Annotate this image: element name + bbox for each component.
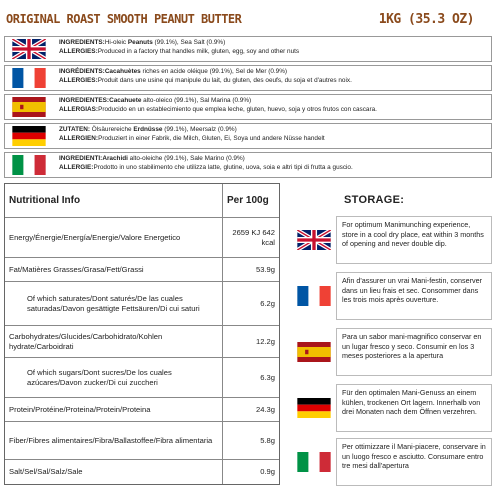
table-row: Of which sugars/Dont sucres/De los cuales azúcares/Davon zucker/Di cui zuccheri 6.3g	[5, 358, 279, 398]
ingredients-line: INGREDIENTES:Cacahuete alto-oleico (99.1%), Sal Marina (0.9%)	[59, 97, 252, 104]
allergies-line: ALLERGIES:Produit dans une usine qui manipule du lait, du gluten, des oeufs, du soja et d'autres noix.	[59, 76, 352, 84]
ingredients-line: INGREDIENTI:Arachidi alto-oleiche (99.1%), Sale Marino (0.9%)	[59, 155, 245, 162]
ingredients-line: ZUTATEN: Ölsäurereiche Erdnüsse (99.1%), Meersalz (0.9%)	[59, 126, 237, 133]
product-title: ORIGINAL ROAST SMOOTH PEANUT BUTTER	[6, 12, 242, 26]
storage-item-it: Per ottimizzare il Mani-piacere, conservare in un luogo fresco e asciutto. Consumare entro tre mesi dall'apertura	[292, 436, 492, 488]
germany-flag-icon	[12, 126, 46, 146]
storage-title: STORAGE:	[344, 194, 405, 206]
spain-flag-icon	[297, 342, 331, 362]
table-row: Carbohydrates/Glucides/Carbohidrato/Kohlen hydrate/Carboidrati 12.2g	[5, 326, 279, 358]
france-flag-icon	[12, 68, 46, 88]
storage-item-en: For optimum Manimunching experience, store in a cool dry place, eat within 3 months of opening and never double dip.	[292, 214, 492, 266]
ingredients-line: INGREDIENTS:Hi-oleic Peanuts (99.1%), Sea Salt (0.9%)	[59, 39, 226, 46]
nutrition-header-value: Per 100g	[227, 194, 269, 206]
lang-block-de	[4, 123, 492, 149]
storage-item-de: Für den optimalen Mani-Genuss an einem kühlen, trockenen Ort lagern. Innerhalb von drei Monaten nach dem Öffnen verzehren.	[292, 382, 492, 434]
germany-flag-icon	[297, 398, 331, 418]
italy-flag-icon	[297, 452, 331, 472]
uk-flag-icon	[297, 230, 331, 250]
spain-flag-icon	[12, 97, 46, 117]
allergies-line: ALLERGIE:Prodotto in uno stabilimento che utilizza latte, glutine, uova, soia e altri tipi di frutta a guscio.	[59, 163, 353, 171]
table-row: Of which saturates/Dont saturés/De las cuales saturadas/Davon gesättigte Fettsäuren/Di cui saturi 6.2g	[5, 282, 279, 326]
table-row: Fat/Matières Grasses/Grasa/Fett/Grassi 53.9g	[5, 258, 279, 282]
table-row: Fiber/Fibres alimentaires/Fibra/Ballastoffee/Fibra alimentaria 5.8g	[5, 422, 279, 460]
header	[6, 8, 494, 30]
allergies-line: ALLERGIES:Produced in a factory that handles milk, gluten, egg, soy and other nuts	[59, 47, 300, 55]
nutrition-table	[4, 183, 280, 485]
italy-flag-icon	[12, 155, 46, 175]
france-flag-icon	[297, 286, 331, 306]
nutrition-header-label: Nutritional Info	[5, 184, 223, 217]
table-row: Energy/Énergie/Energía/Energie/Valore Energetico 2659 KJ 642 kcal	[5, 218, 279, 258]
lang-block-it	[4, 152, 492, 178]
lang-block-fr	[4, 65, 492, 91]
storage-item-es: Para un sabor mani-magnifico conservar en un lugar fresco y seco. Consumir en los 3 meses posteriores a la apertura	[292, 326, 492, 378]
lang-block-es	[4, 94, 492, 120]
ingredients-line: INGRÉDIENTS:Cacahuètes riches en acide oléique (99.1%), Sel de Mer (0.9%)	[59, 68, 288, 75]
table-row: Salt/Sel/Sal/Salz/Sale 0.9g	[5, 460, 279, 484]
nutrition-header-row	[5, 184, 279, 218]
table-row: Protein/Protéine/Proteina/Protein/Proteina 24.3g	[5, 398, 279, 422]
allergies-line: ALLERGIEN:Produziert in einer Fabrik, die Milch, Gluten, Ei, Soya und andere Nüsse handelt	[59, 134, 325, 142]
product-weight: 1KG (35.3 OZ)	[378, 11, 474, 27]
lang-block-en	[4, 36, 492, 62]
uk-flag-icon	[12, 39, 46, 59]
storage-item-fr: Afin d'assurer un vrai Mani-festin, conserver dans un lieu frais et sec. Consommer dans les trois mois après ouverture.	[292, 270, 492, 322]
allergies-line: ALLERGIAS:Producido en un establecimiento que emplea leche, gluten, huevo, soja y otros frutos con cascara.	[59, 105, 377, 113]
